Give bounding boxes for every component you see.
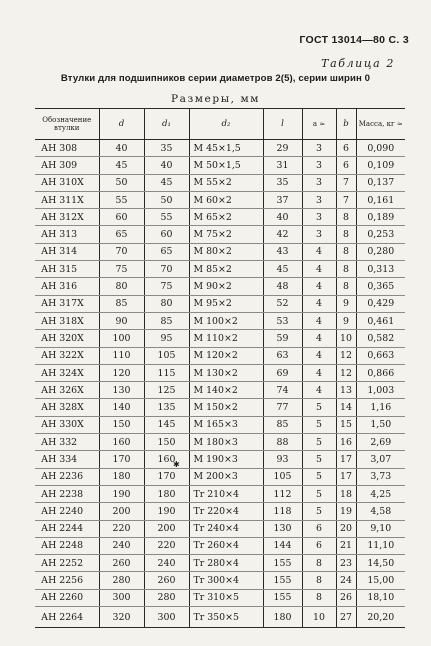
table-row [35, 364, 405, 381]
table-cell: Tr 280×4 [189, 555, 263, 572]
table-cell: M 55×2 [189, 174, 263, 191]
bushing-designation-cell: АН 311Х [35, 191, 99, 208]
table-cell: 105 [144, 347, 189, 364]
table-cell: 50 [144, 191, 189, 208]
column-header: l [263, 109, 302, 140]
table-cell: 6 [302, 537, 336, 554]
table-cell: 37 [263, 191, 302, 208]
table-cell: 29 [263, 140, 302, 157]
table-cell: 260 [99, 555, 144, 572]
table-cell: M 65×2 [189, 209, 263, 226]
table-cell: M 150×2 [189, 399, 263, 416]
table-cell: Tr 240×4 [189, 520, 263, 537]
table-cell: 14,50 [356, 555, 405, 572]
bushing-designation-cell: АН 330Х [35, 416, 99, 433]
table-cell: 120 [99, 364, 144, 381]
table-cell: 75 [144, 278, 189, 295]
table-cell: 280 [99, 572, 144, 589]
table-cell: 4 [302, 261, 336, 278]
table-row [35, 520, 405, 537]
table-cell: 50 [99, 174, 144, 191]
table-cell: 200 [99, 503, 144, 520]
table-cell: M 110×2 [189, 330, 263, 347]
bushing-designation-cell: АН 332 [35, 434, 99, 451]
table-cell: 3,73 [356, 468, 405, 485]
table-cell: M 95×2 [189, 295, 263, 312]
table-cell: 0,429 [356, 295, 405, 312]
table-row [35, 261, 405, 278]
table-cell: 9,10 [356, 520, 405, 537]
table-cell: 12 [336, 364, 356, 381]
bushing-designation-cell: АН 309 [35, 157, 99, 174]
bushing-designation-cell: АН 320Х [35, 330, 99, 347]
table-cell: 160 [144, 451, 189, 468]
table-cell: M 80×2 [189, 243, 263, 260]
table-cell: 115 [144, 364, 189, 381]
table-row [35, 295, 405, 312]
table-cell: M 130×2 [189, 364, 263, 381]
table-cell: 0,663 [356, 347, 405, 364]
bushing-designation-cell: АН 308 [35, 140, 99, 157]
table-cell: 21 [336, 537, 356, 554]
table-cell: 0,253 [356, 226, 405, 243]
bushing-designation-cell: АН 2252 [35, 555, 99, 572]
column-header: Масса, кг ≈ [356, 109, 405, 140]
table-cell: 4 [302, 312, 336, 329]
table-cell: 80 [144, 295, 189, 312]
table-cell: 180 [144, 485, 189, 502]
table-cell: 26 [336, 589, 356, 606]
table-cell: 31 [263, 157, 302, 174]
table-cell: 220 [99, 520, 144, 537]
table-cell: 75 [99, 261, 144, 278]
table-cell: 0,313 [356, 261, 405, 278]
dimensions-caption: Размеры, мм [170, 93, 261, 105]
table-cell: 80 [99, 278, 144, 295]
table-cell: 20 [336, 520, 356, 537]
table-cell: 8 [302, 555, 336, 572]
bushing-designation-cell: АН 317Х [35, 295, 99, 312]
table-cell: 220 [144, 537, 189, 554]
table-row [35, 191, 405, 208]
bushing-designation-cell: АН 316 [35, 278, 99, 295]
table-cell: M 75×2 [189, 226, 263, 243]
table-cell: 155 [263, 555, 302, 572]
table-cell: 112 [263, 485, 302, 502]
table-cell: Tr 220×4 [189, 503, 263, 520]
table-cell: 40 [263, 209, 302, 226]
table-row [35, 243, 405, 260]
table-cell: 0,582 [356, 330, 405, 347]
table-cell: 43 [263, 243, 302, 260]
table-cell: 70 [99, 243, 144, 260]
table-title: Втулки для подшипников серии диаметров 2(5), серии ширин 0 [60, 73, 371, 84]
table-cell: 260 [144, 572, 189, 589]
table-row [35, 485, 405, 502]
table-cell: 160 [99, 434, 144, 451]
table-cell: 4 [302, 278, 336, 295]
table-cell: 0,090 [356, 140, 405, 157]
bushing-designation-cell: АН 310Х [35, 174, 99, 191]
table-cell: 0,109 [356, 157, 405, 174]
bushing-designation-cell: АН 2248 [35, 537, 99, 554]
table-cell: 135 [144, 399, 189, 416]
table-cell: 74 [263, 382, 302, 399]
table-cell: 88 [263, 434, 302, 451]
bushing-designation-cell: АН 328Х [35, 399, 99, 416]
table-cell: 0,866 [356, 364, 405, 381]
table-cell: 130 [263, 520, 302, 537]
table-cell: 5 [302, 416, 336, 433]
table-cell: M 200×3 [189, 468, 263, 485]
table-row [35, 226, 405, 243]
table-cell: 12 [336, 347, 356, 364]
bushing-designation-cell: АН 2236 [35, 468, 99, 485]
table-cell: 93 [263, 451, 302, 468]
table-cell: 4 [302, 295, 336, 312]
table-row [35, 382, 405, 399]
table-row [35, 174, 405, 191]
table-row [35, 140, 405, 157]
table-cell: 42 [263, 226, 302, 243]
table-cell: 85 [99, 295, 144, 312]
table-cell: 11,10 [356, 537, 405, 554]
table-cell: 240 [144, 555, 189, 572]
table-cell: Tr 350×5 [189, 607, 263, 628]
table-cell: 170 [99, 451, 144, 468]
table-cell: 0,161 [356, 191, 405, 208]
table-cell: 3 [302, 209, 336, 226]
table-cell: 100 [99, 330, 144, 347]
table-cell: 90 [99, 312, 144, 329]
table-cell: 190 [144, 503, 189, 520]
bushing-designation-cell: АН 2240 [35, 503, 99, 520]
table-cell: 3 [302, 191, 336, 208]
table-cell: 4,58 [356, 503, 405, 520]
table-cell: 45 [263, 261, 302, 278]
table-cell: M 180×3 [189, 434, 263, 451]
table-cell: 4 [302, 347, 336, 364]
table-cell: 85 [263, 416, 302, 433]
table-row [35, 347, 405, 364]
table-cell: 3 [302, 174, 336, 191]
table-cell: 48 [263, 278, 302, 295]
table-cell: 35 [263, 174, 302, 191]
column-header: d₂ [189, 109, 263, 140]
table-cell: 5 [302, 399, 336, 416]
bushing-designation-cell: АН 2264 [35, 607, 99, 628]
table-cell: 1,003 [356, 382, 405, 399]
table-cell: 15 [336, 416, 356, 433]
table-cell: 9 [336, 295, 356, 312]
table-cell: 5 [302, 451, 336, 468]
table-cell: 4 [302, 364, 336, 381]
table-cell: 8 [302, 572, 336, 589]
table-cell: 85 [144, 312, 189, 329]
table-cell: 3 [302, 140, 336, 157]
column-header: d₁ [144, 109, 189, 140]
table-cell: 170 [144, 468, 189, 485]
bushing-designation-cell: АН 322Х [35, 347, 99, 364]
table-cell: 77 [263, 399, 302, 416]
table-cell: 65 [99, 226, 144, 243]
table-cell: 125 [144, 382, 189, 399]
table-cell: 1,50 [356, 416, 405, 433]
table-cell: M 90×2 [189, 278, 263, 295]
table-cell: 45 [144, 174, 189, 191]
table-cell: Tr 210×4 [189, 485, 263, 502]
table-cell: 4 [302, 330, 336, 347]
table-cell: M 165×3 [189, 416, 263, 433]
table-cell: M 50×1,5 [189, 157, 263, 174]
table-row [35, 572, 405, 589]
table-row [35, 157, 405, 174]
table-cell: 7 [336, 174, 356, 191]
table-cell: 8 [302, 589, 336, 606]
table-cell: 0,365 [356, 278, 405, 295]
table-row [35, 209, 405, 226]
table-cell: 17 [336, 451, 356, 468]
table-cell: 55 [144, 209, 189, 226]
table-cell: 110 [99, 347, 144, 364]
table-cell: 95 [144, 330, 189, 347]
table-cell: 8 [336, 261, 356, 278]
column-header: a ≈ [302, 109, 336, 140]
table-cell: 10 [302, 607, 336, 628]
table-cell: 18 [336, 485, 356, 502]
table-cell: 150 [99, 416, 144, 433]
table-cell: 53 [263, 312, 302, 329]
table-cell: 40 [99, 140, 144, 157]
table-header-row [35, 109, 405, 140]
table-row [35, 278, 405, 295]
table-cell: 6 [336, 157, 356, 174]
table-cell: 4,25 [356, 485, 405, 502]
table-cell: 8 [336, 209, 356, 226]
table-row [35, 434, 405, 451]
table-cell: 35 [144, 140, 189, 157]
table-cell: 63 [263, 347, 302, 364]
table-cell: 0,461 [356, 312, 405, 329]
column-header: b [336, 109, 356, 140]
table-cell: 6 [302, 520, 336, 537]
table-row [35, 399, 405, 416]
table-cell: 60 [99, 209, 144, 226]
table-cell: 40 [144, 157, 189, 174]
table-cell: 155 [263, 572, 302, 589]
table-cell: 118 [263, 503, 302, 520]
table-cell: 240 [99, 537, 144, 554]
table-cell: M 190×3 [189, 451, 263, 468]
bushing-designation-cell: АН 326Х [35, 382, 99, 399]
table-cell: 7 [336, 191, 356, 208]
table-cell: M 120×2 [189, 347, 263, 364]
table-cell: 4 [302, 243, 336, 260]
table-cell: 4 [302, 382, 336, 399]
table-cell: 5 [302, 485, 336, 502]
table-cell: 70 [144, 261, 189, 278]
table-row [35, 503, 405, 520]
table-row [35, 416, 405, 433]
table-cell: 59 [263, 330, 302, 347]
table-row [35, 468, 405, 485]
table-cell: 8 [336, 278, 356, 295]
table-cell: 5 [302, 503, 336, 520]
column-header: d [99, 109, 144, 140]
table-cell: M 85×2 [189, 261, 263, 278]
bushing-designation-cell: АН 318Х [35, 312, 99, 329]
table-cell: 24 [336, 572, 356, 589]
table-cell: 19 [336, 503, 356, 520]
bushing-designation-cell: АН 2238 [35, 485, 99, 502]
table-cell: 60 [144, 226, 189, 243]
table-cell: 20,20 [356, 607, 405, 628]
table-cell: Tr 300×4 [189, 572, 263, 589]
table-cell: 17 [336, 468, 356, 485]
table-cell: 23 [336, 555, 356, 572]
table-row [35, 312, 405, 329]
table-row [35, 537, 405, 554]
bushing-designation-cell: АН 315 [35, 261, 99, 278]
table-row [35, 555, 405, 572]
stray-mark: ✱ [173, 460, 180, 469]
table-cell: 300 [144, 607, 189, 628]
table-row [35, 589, 405, 606]
bushing-designation-cell: АН 334 [35, 451, 99, 468]
table-cell: 10 [336, 330, 356, 347]
table-row [35, 451, 405, 468]
table-cell: 180 [99, 468, 144, 485]
table-cell: 69 [263, 364, 302, 381]
table-cell: 180 [263, 607, 302, 628]
table-cell: 200 [144, 520, 189, 537]
bushings-table [35, 108, 405, 628]
table-cell: 280 [144, 589, 189, 606]
table-cell: M 140×2 [189, 382, 263, 399]
column-header: Обозначение втулки [42, 116, 92, 132]
table-cell: 18,10 [356, 589, 405, 606]
table-cell: 150 [144, 434, 189, 451]
table-row [35, 607, 405, 628]
table-cell: 9 [336, 312, 356, 329]
bushing-designation-cell: АН 313 [35, 226, 99, 243]
bushing-designation-cell: АН 2256 [35, 572, 99, 589]
table-cell: 0,280 [356, 243, 405, 260]
table-cell: M 100×2 [189, 312, 263, 329]
table-cell: 2,69 [356, 434, 405, 451]
table-cell: 55 [99, 191, 144, 208]
table-cell: 300 [99, 589, 144, 606]
bushing-designation-cell: АН 324Х [35, 364, 99, 381]
table-cell: 140 [99, 399, 144, 416]
bushing-designation-cell: АН 314 [35, 243, 99, 260]
table-cell: 65 [144, 243, 189, 260]
table-cell: 16 [336, 434, 356, 451]
table-cell: 1,16 [356, 399, 405, 416]
table-cell: 3 [302, 226, 336, 243]
table-cell: 8 [336, 243, 356, 260]
table-cell: 145 [144, 416, 189, 433]
table-cell: 3,07 [356, 451, 405, 468]
table-cell: 45 [99, 157, 144, 174]
table-cell: M 60×2 [189, 191, 263, 208]
table-row [35, 330, 405, 347]
page-header: ГОСТ 13014—80 С. 3 [299, 34, 409, 46]
table-cell: 130 [99, 382, 144, 399]
table-cell: 15,00 [356, 572, 405, 589]
table-cell: Tr 310×5 [189, 589, 263, 606]
table-cell: 52 [263, 295, 302, 312]
table-cell: 3 [302, 157, 336, 174]
table-cell: 14 [336, 399, 356, 416]
bushing-designation-cell: АН 312Х [35, 209, 99, 226]
bushing-designation-cell: АН 2260 [35, 589, 99, 606]
table-cell: 144 [263, 537, 302, 554]
table-cell: 27 [336, 607, 356, 628]
table-cell: 6 [336, 140, 356, 157]
table-cell: Tr 260×4 [189, 537, 263, 554]
table-cell: 13 [336, 382, 356, 399]
table-cell: 105 [263, 468, 302, 485]
table-cell: M 45×1,5 [189, 140, 263, 157]
table-cell: 190 [99, 485, 144, 502]
bushing-designation-cell: АН 2244 [35, 520, 99, 537]
table-cell: 5 [302, 434, 336, 451]
table-cell: 320 [99, 607, 144, 628]
table-cell: 155 [263, 589, 302, 606]
table-cell: 0,137 [356, 174, 405, 191]
table-label: Таблица 2 [321, 57, 395, 70]
table-cell: 5 [302, 468, 336, 485]
table-cell: 0,189 [356, 209, 405, 226]
table-cell: 8 [336, 226, 356, 243]
